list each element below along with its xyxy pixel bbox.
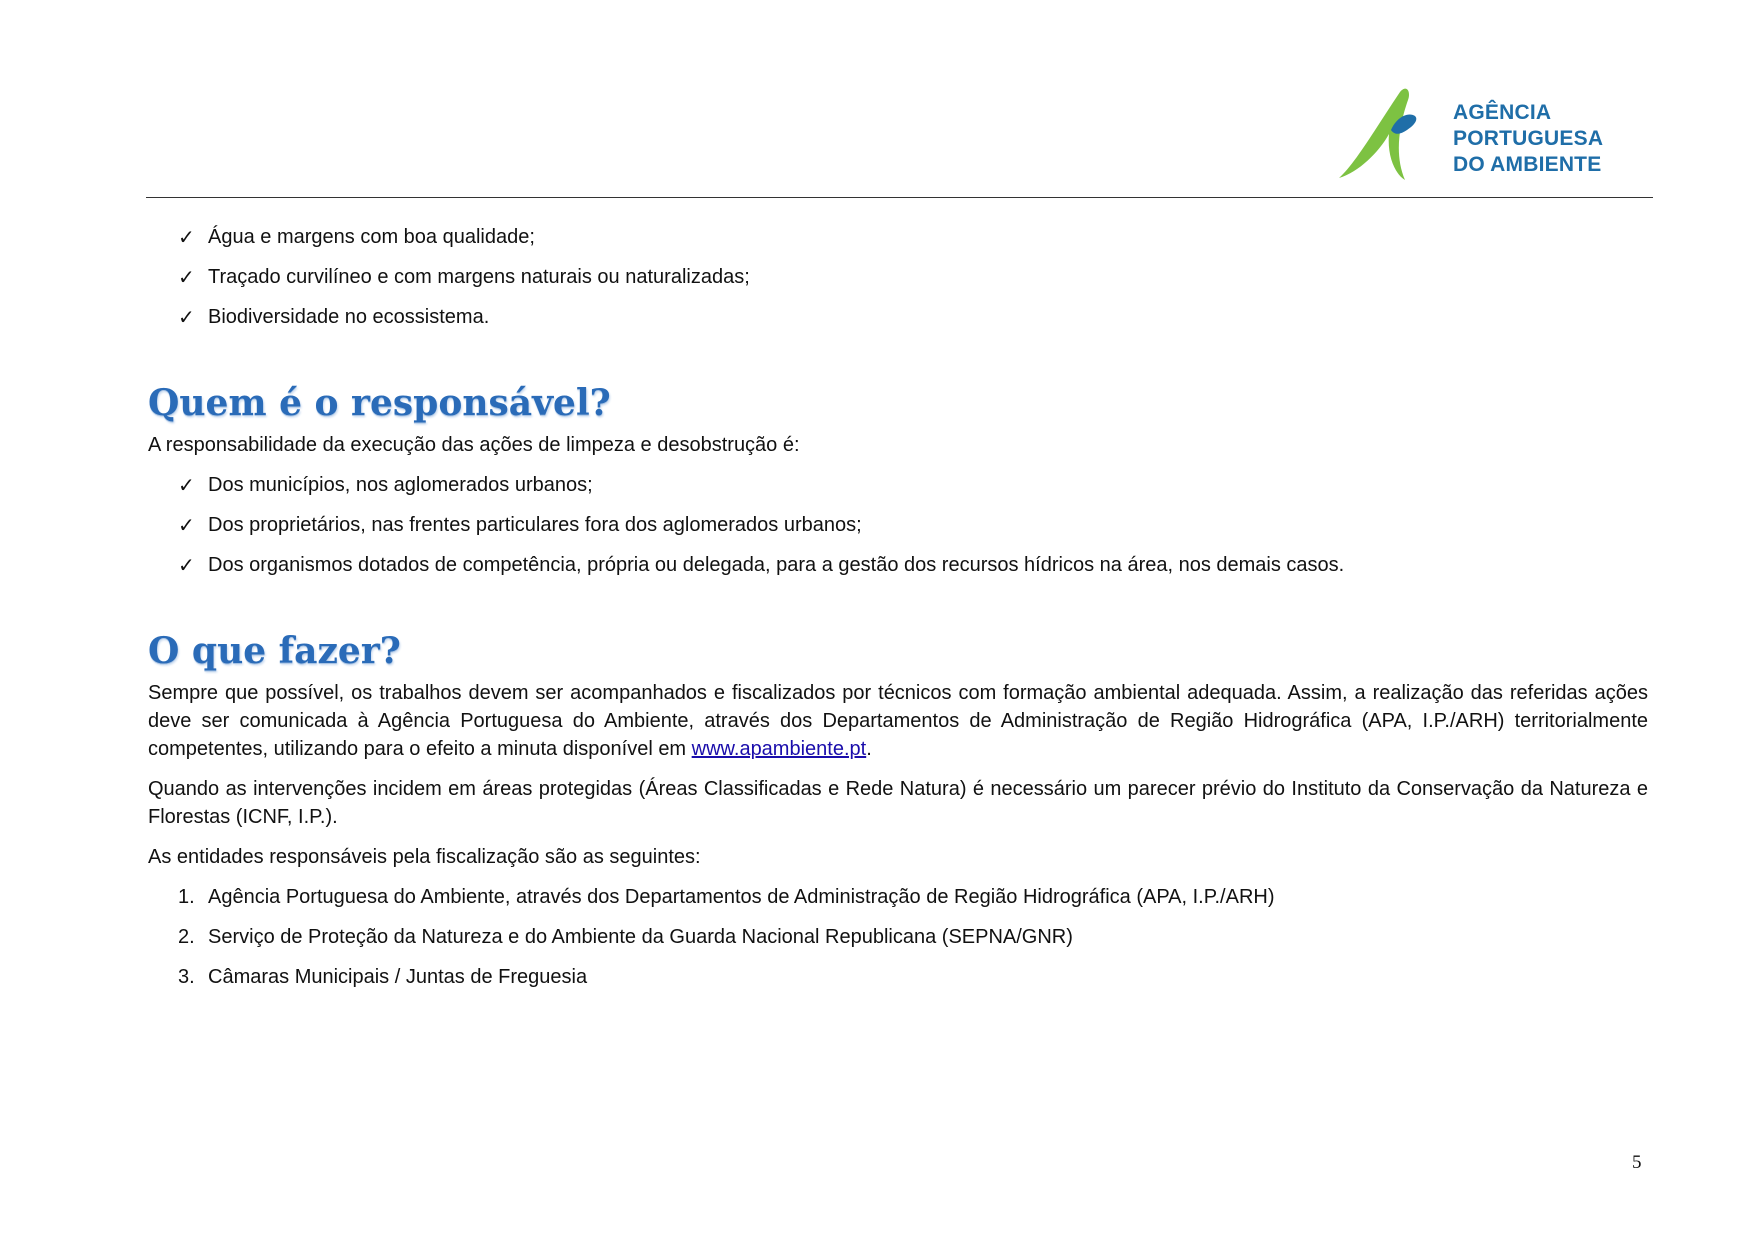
list-item-text: Câmaras Municipais / Juntas de Freguesia [208,966,588,988]
checkmark-icon: ✓ [178,513,195,537]
responsible-checklist [148,471,1648,579]
list-item-text: Agência Portuguesa do Ambiente, através dos Departamentos de Administração de Região Hidrográfica (APA, I.P./ARH) [208,886,1275,908]
page-number: 5 [1632,1152,1642,1173]
logo-line-1: AGÊNCIA [1453,101,1552,124]
intro-checklist [148,223,1648,331]
list-item [148,511,1648,539]
checkmark-icon: ✓ [178,225,195,249]
header-divider [146,197,1653,198]
apambiente-link[interactable]: www.apambiente.pt [691,738,867,760]
checkmark-icon: ✓ [178,265,195,289]
list-item [148,963,1648,991]
list-item-text: Água e margens com boa qualidade; [208,226,535,248]
list-item [148,471,1648,499]
document-body [148,223,1648,1003]
checkmark-icon: ✓ [178,305,195,329]
section-heading-what-to-do: O que fazer? [148,630,401,672]
paragraph-text: Sempre que possível, os trabalhos devem ser acompanhados e fiscalizados por técnicos com formação ambiental adequada. Assim, a realização das referidas ações deve ser comunicada à Agência Portuguesa do Ambiente, através dos Departamentos de Administração de Região Hidrográfica (APA, I.P./ARH) territorialmente competentes, utilizando para o efeito a minuta disponível em [148,682,1648,760]
what-to-do-paragraph-2: Quando as intervenções incidem em áreas protegidas (Áreas Classificadas e Rede Natura) é necessário um parecer prévio do Instituto da Conservação da Natureza e Florestas (ICNF, I.P.). [148,778,1648,828]
list-number: 2. [178,926,195,948]
logo-wordmark [1453,100,1603,178]
list-item [148,303,1648,331]
what-to-do-paragraph-1 [148,679,1648,763]
logo-line-3: DO AMBIENTE [1453,153,1602,176]
responsible-intro: A responsabilidade da execução das ações de limpeza e desobstrução é: [148,434,800,456]
agency-logo-icon [1335,86,1455,184]
entities-list [148,883,1648,991]
checkmark-icon: ✓ [178,473,195,497]
checkmark-icon: ✓ [178,553,195,577]
paragraph-text-end: . [866,738,872,760]
agency-logo [1335,86,1604,184]
what-to-do-paragraph-3: As entidades responsáveis pela fiscalização são as seguintes: [148,846,701,868]
list-item-text: Serviço de Proteção da Natureza e do Ambiente da Guarda Nacional Republicana (SEPNA/GNR) [208,926,1073,948]
list-item-text: Traçado curvilíneo e com margens naturais ou naturalizadas; [208,266,750,288]
list-item [148,923,1648,951]
logo-line-2: PORTUGUESA [1453,127,1604,150]
section-heading-responsible: Quem é o responsável? [148,382,611,424]
list-item [148,551,1648,579]
list-item [148,263,1648,291]
list-item-text: Dos proprietários, nas frentes particulares fora dos aglomerados urbanos; [208,514,862,536]
list-number: 1. [178,886,195,908]
list-item [148,883,1648,911]
list-item-text: Dos organismos dotados de competência, própria ou delegada, para a gestão dos recursos hídricos na área, nos demais casos. [208,554,1345,576]
list-number: 3. [178,966,195,988]
list-item [148,223,1648,251]
list-item-text: Biodiversidade no ecossistema. [208,306,490,328]
list-item-text: Dos municípios, nos aglomerados urbanos; [208,474,593,496]
